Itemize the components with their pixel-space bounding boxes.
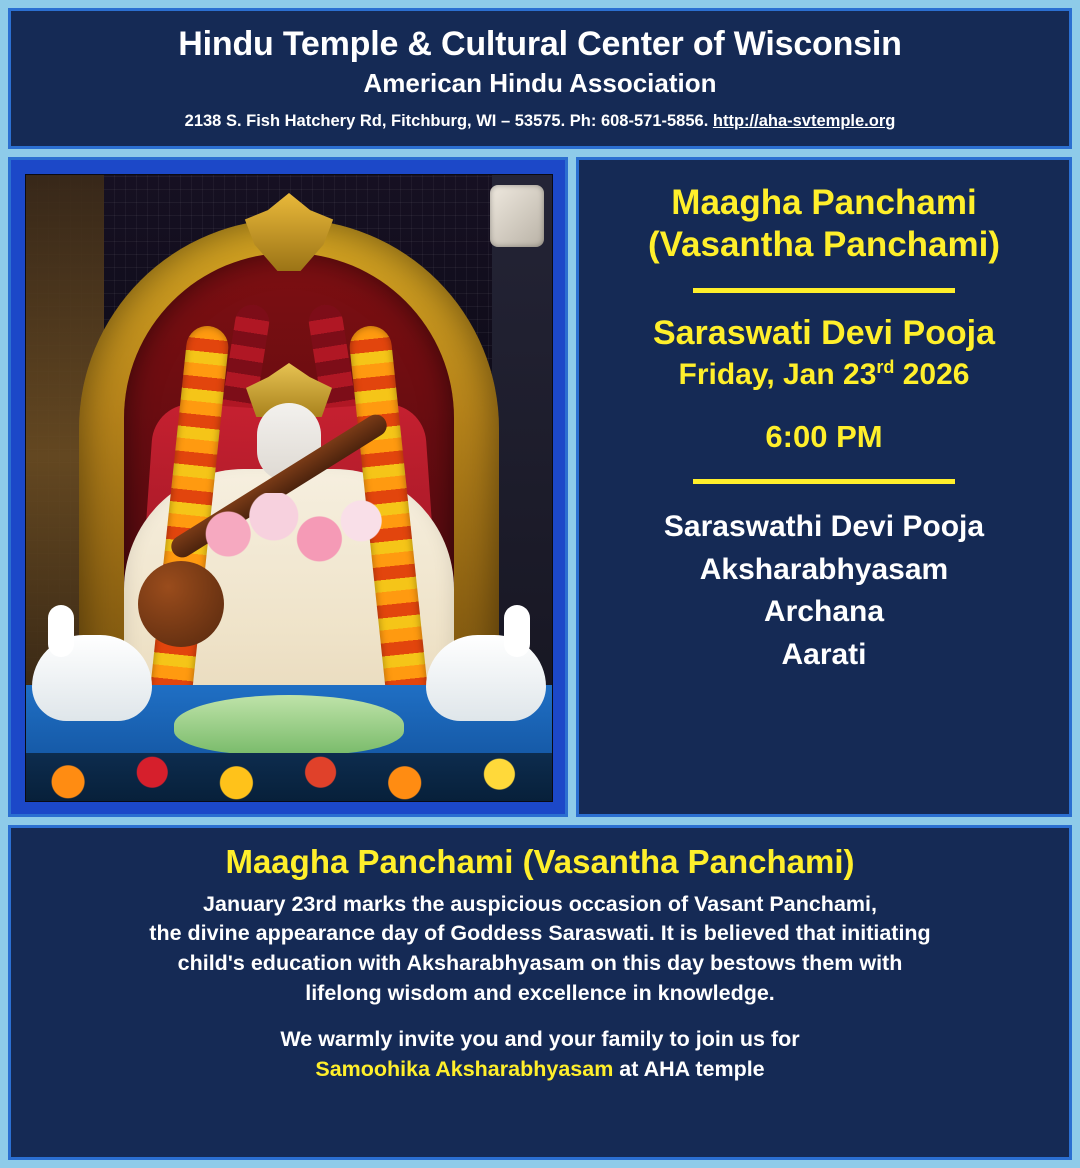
association-subtitle: American Hindu Association	[363, 68, 717, 99]
website-link[interactable]: http://aha-svtemple.org	[712, 112, 896, 131]
divider-top	[693, 288, 955, 293]
header-panel	[8, 8, 1072, 149]
pooja-name: Saraswati Devi Pooja	[652, 313, 996, 352]
list-item: Saraswathi Devi Pooja	[663, 510, 985, 544]
program-list	[664, 506, 984, 676]
footer-body-line: the divine appearance day of Goddess Saraswati. It is believed that initiating	[149, 921, 931, 946]
event-title-line2: (Vasantha Panchami)	[647, 224, 1001, 264]
footer-body-line: January 23rd marks the auspicious occasion of Vasant Panchami,	[203, 891, 877, 916]
event-title-line1: Maagha Panchami	[671, 182, 977, 222]
invitation-text	[27, 1024, 1053, 1084]
event-details-panel	[576, 157, 1072, 817]
pooja-time: 6:00 PM	[765, 419, 883, 455]
swan-left	[32, 635, 152, 721]
saraswati-devi-idol-photo	[25, 174, 553, 802]
lotus-base	[174, 695, 404, 755]
list-item: Archana	[763, 595, 885, 629]
footer-body-line: lifelong wisdom and excellence in knowledge.	[305, 980, 775, 1005]
flower-bouquet	[194, 493, 384, 575]
list-item: Aarati	[781, 637, 867, 671]
divider-bottom	[693, 479, 955, 484]
samoohika-aksharabhyasam-label: Samoohika Aksharabhyasam	[315, 1057, 614, 1082]
temple-title: Hindu Temple & Cultural Center of Wisconsin	[178, 25, 902, 63]
invite-tail: at AHA temple	[613, 1057, 765, 1082]
address-line	[21, 112, 1059, 132]
list-item: Aksharabhyasam	[699, 552, 949, 586]
footer-title: Maagha Panchami (Vasantha Panchami)	[225, 842, 855, 880]
middle-row	[8, 157, 1072, 817]
date-year: 2026	[894, 358, 970, 392]
footer-body-line: child's education with Aksharabhyasam on this day bestows them with	[177, 950, 903, 975]
event-title	[648, 182, 1000, 266]
footer-body	[27, 890, 1053, 1009]
floor-flower-offerings	[26, 753, 552, 801]
description-panel	[8, 825, 1072, 1160]
scroll-decoration	[490, 185, 544, 247]
address-text: 2138 S. Fish Hatchery Rd, Fitchburg, WI – 53575. Ph: 608-571-5856.	[184, 112, 709, 131]
invite-line-highlight	[27, 1054, 1053, 1084]
date-prefix: Friday, Jan 23	[678, 358, 877, 392]
invite-line: We warmly invite you and your family to join us for	[280, 1027, 800, 1052]
swan-right	[426, 635, 546, 721]
image-panel	[8, 157, 568, 817]
date-ordinal: rd	[876, 357, 895, 378]
pooja-date	[679, 357, 970, 393]
